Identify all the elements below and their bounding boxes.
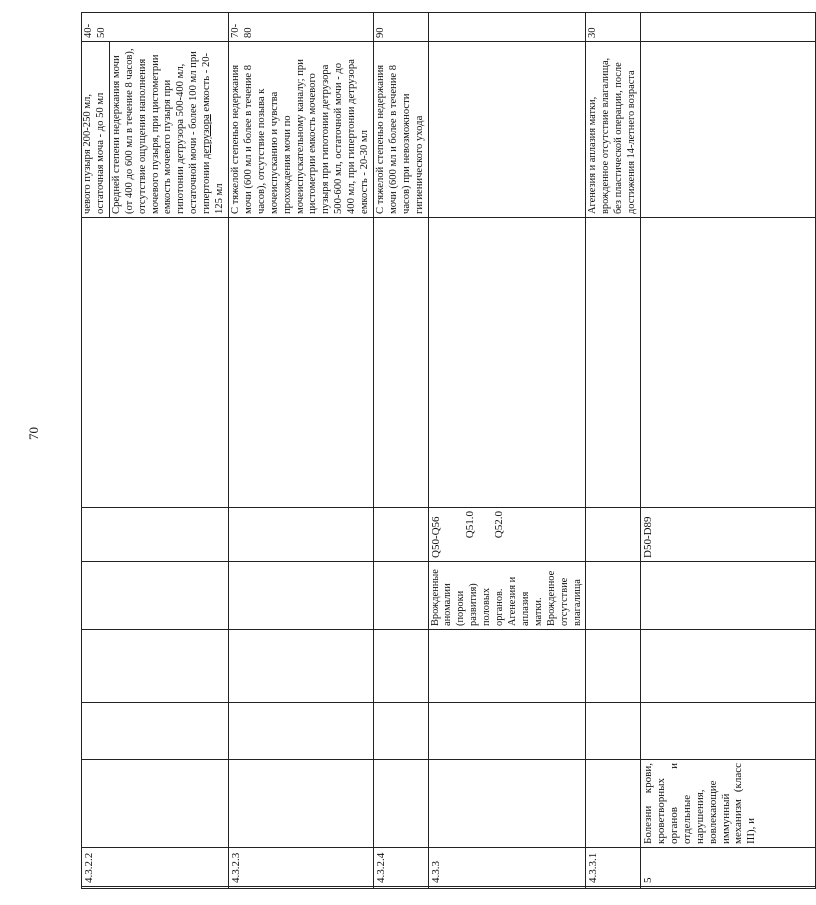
edge-cell xyxy=(586,887,641,889)
icd-cell xyxy=(228,508,373,562)
disease-cell xyxy=(228,760,373,848)
table-row xyxy=(373,13,428,889)
page-number: 70 xyxy=(26,427,41,440)
criteria-cell: С тяжелой степенью недержания мочи (600 мл и более в течение 8 часов) при невозможности гигиенического ухода xyxy=(373,42,428,218)
disease-cell xyxy=(82,760,229,848)
row-number: 4.3.3 xyxy=(428,848,586,887)
edge-cell xyxy=(82,887,229,889)
disease-cell xyxy=(586,760,641,848)
empty-cell xyxy=(428,630,586,703)
empty-cell xyxy=(586,630,641,703)
table-row xyxy=(641,13,816,889)
empty-cell xyxy=(641,218,816,508)
disease-cell xyxy=(428,760,586,848)
table-row xyxy=(586,13,641,889)
edge-cell xyxy=(373,887,428,889)
anomaly-description-cell: Врожденные аномалии (пороки развития) половых органов. Агенезия и аплазия матки. Врожденное отсутствие влагалища xyxy=(428,562,586,630)
disease-cell: Болезни крови, кроветворных органов и отдельные нарушения, вовлекающие иммунный механизм (класс III), и xyxy=(641,760,816,848)
empty-cell xyxy=(228,218,373,508)
edge-cell xyxy=(228,887,373,889)
empty-cell xyxy=(428,218,586,508)
edge-cell xyxy=(641,887,816,889)
empty-cell xyxy=(373,630,428,703)
percent-cell: 40-50 xyxy=(82,13,229,42)
row-number: 4.3.2.2 xyxy=(82,848,229,887)
icd-cell xyxy=(82,508,229,562)
icd-code: Q51.0 xyxy=(464,511,477,539)
percent-cell: 70-80 xyxy=(228,13,373,42)
icd-cell xyxy=(586,508,641,562)
empty-cell xyxy=(428,703,586,760)
empty-cell xyxy=(586,562,641,630)
percent-cell: 90 xyxy=(373,13,428,42)
empty-cell xyxy=(586,218,641,508)
criteria-cell xyxy=(428,42,586,218)
empty-cell xyxy=(586,703,641,760)
row-number: 4.3.3.1 xyxy=(586,848,641,887)
criteria-table xyxy=(81,12,816,889)
table-row xyxy=(82,13,229,889)
empty-cell xyxy=(641,703,816,760)
criteria-text: Средней степени недержания мочи (от 400 до 600 мл в течение 8 часов), отсутствие ощущения наполнения мочевого пузыря, при цистометрии емкость мочевого пузыря при гипотонии детрузора 500-400 мл, остаточной мочи - более 100 мл при гипертонии детрузора емкость - 20-125 мл xyxy=(110,48,226,214)
empty-cell xyxy=(373,218,428,508)
empty-cell xyxy=(82,703,229,760)
criteria-cell xyxy=(82,42,229,218)
row-number: 4.3.2.3 xyxy=(228,848,373,887)
rotated-table-container xyxy=(81,13,758,889)
criteria-cell: Агенезия и аплазия матки, врожденное отсутствие влагалища, без пластической операции, после достижения 14-летнего возраста xyxy=(586,42,641,218)
empty-cell xyxy=(373,703,428,760)
empty-cell xyxy=(82,218,229,508)
disease-cell xyxy=(373,760,428,848)
empty-cell xyxy=(228,630,373,703)
empty-cell xyxy=(228,703,373,760)
icd-code: Q52.0 xyxy=(493,511,506,539)
criteria-cell: С тяжелой степенью недержания мочи (600 мл и более в течение 8 часов), отсутствие позыва к мочеиспусканию и чувства прохождения мочи по мочеиспускательному каналу; при цистометрии емкость мочевого пузыря при гипотонии детрузора 500-600 мл, остаточной мочи - до 400 мл, при гипертонии детрузора емкость - 20-30 мл xyxy=(228,42,373,218)
empty-cell xyxy=(228,562,373,630)
icd-cell xyxy=(373,508,428,562)
row-number: 4.3.2.4 xyxy=(373,848,428,887)
criteria-cell xyxy=(641,42,816,218)
edge-cell xyxy=(428,887,586,889)
empty-cell xyxy=(82,562,229,630)
percent-cell: 30 xyxy=(586,13,641,42)
empty-cell xyxy=(641,630,816,703)
table-row xyxy=(428,13,586,889)
icd-cell xyxy=(428,508,586,562)
percent-cell xyxy=(641,13,816,42)
percent-cell xyxy=(428,13,586,42)
empty-cell xyxy=(373,562,428,630)
empty-cell xyxy=(82,630,229,703)
criteria-continuation: чевого пузыря 200-250 мл, остаточная моча - до 50 мл xyxy=(82,42,110,217)
table-row xyxy=(228,13,373,889)
icd-cell: D50-D89 xyxy=(641,508,816,562)
empty-cell xyxy=(641,562,816,630)
row-number: 5 xyxy=(641,848,816,887)
icd-code: Q50-Q56 xyxy=(429,516,442,558)
